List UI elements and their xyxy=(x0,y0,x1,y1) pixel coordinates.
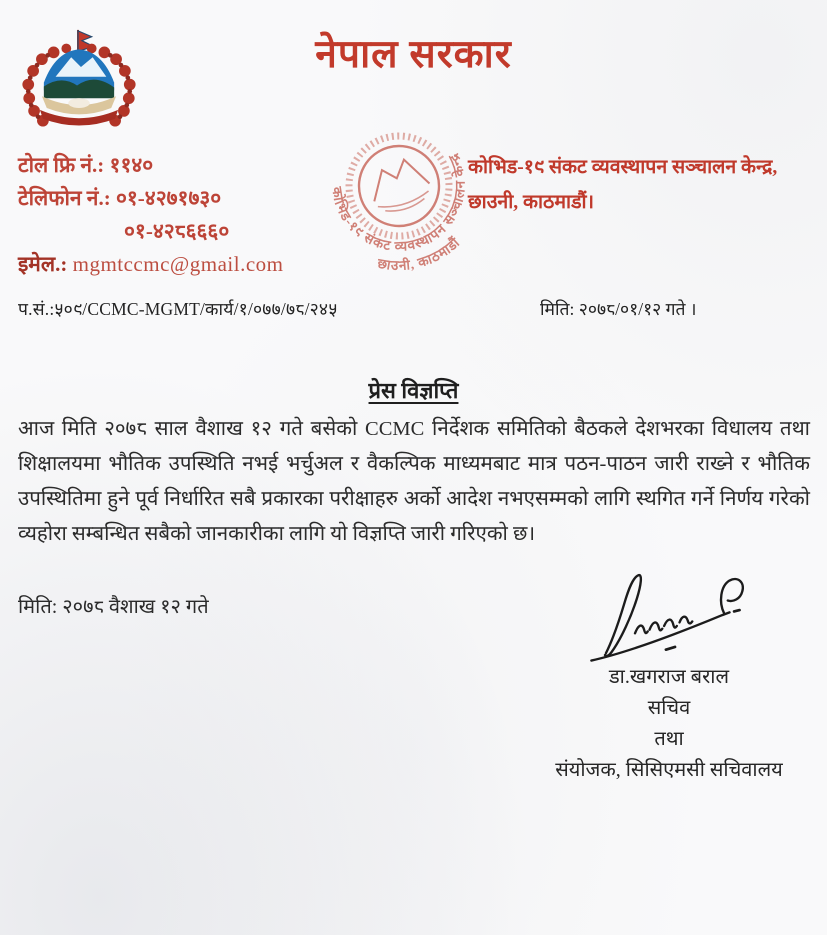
phone-number-1: ०१-४२७१७३० xyxy=(115,186,222,210)
press-release-paragraph: आज मिति २०७८ साल वैशाख १२ गते बसेको CCMC निर्देशक समितिको बैठकले देशभरका विधालय तथा शिक्षालयमा भौतिक उपस्थिति नभई भर्चुअल र वैकल्पिक माध्यमबाट मात्र पठन-पाठन जारी राख्ने र भौतिक उपस्थितिमा हुने पूर्व निर्धारित सबै प्रकारका परीक्षाहरु अर्को आदेश नभएसम्मको लागि स्थगित गर्ने निर्णय गरेको व्यहोरा सम्बन्धित सबैको जानकारीका लागि यो विज्ञप्ति जारी गरिएको छ। xyxy=(18,418,810,545)
signature-end-curl xyxy=(721,579,743,613)
signatory-role: संयोजक, सिसिएमसी सचिवालय xyxy=(555,759,783,781)
phone-number-2: ०१-४२८६६६० xyxy=(124,219,230,243)
press-release-heading: प्रेस विज्ञप्ति xyxy=(368,378,459,403)
tollfree-label: टोल फ्रि नं.: xyxy=(18,153,105,177)
signatory-block xyxy=(518,662,820,786)
signature-dots xyxy=(666,610,740,650)
email-label: इमेल.: xyxy=(18,252,68,276)
signatory-conjunction: तथा xyxy=(654,728,684,750)
handwritten-signature xyxy=(576,566,754,666)
reference-date: मिति: २०७८/०१/१२ गते । xyxy=(540,299,697,319)
office-name-line2: छाउनी, काठमाडौं। xyxy=(468,192,594,213)
seal-water-lines xyxy=(378,191,432,216)
phone-label: टेलिफोन नं.: xyxy=(18,186,111,210)
office-name-line1: कोभिड-१९ संकट व्यवस्थापन सञ्चालन केन्द्र, xyxy=(468,157,778,178)
reference-number: प.सं.:५०९/CCMC-MGMT/कार्य/१/०७७/७८/२४५ xyxy=(18,299,338,319)
tollfree-number: ११४० xyxy=(109,153,154,177)
seal-ring-text: कोभिड-१९ संकट व्यवस्थापन सञ्चालन केन्द्र xyxy=(329,150,468,254)
signatory-name: डा.खगराज बराल xyxy=(608,666,730,688)
seal-mountain-shape xyxy=(365,155,430,202)
government-title: नेपाल सरकार xyxy=(315,33,512,76)
phone-line xyxy=(18,182,283,215)
contact-block xyxy=(18,149,283,281)
handshake-shape xyxy=(68,98,89,108)
email-address: mgmtccmc@gmail.com xyxy=(72,252,284,276)
letter-date: मिति: २०७८ वैशाख १२ गते xyxy=(18,596,209,618)
tollfree-line xyxy=(18,149,283,182)
signature-tall-loop xyxy=(605,575,641,656)
svg-text:कोभिड-१९ संकट व्यवस्थापन सञ्चा xyxy=(327,149,484,270)
office-name-block xyxy=(468,150,820,220)
email-line xyxy=(18,248,283,281)
seal-bottom-text: छाउनी, काठमाडौं xyxy=(376,234,463,274)
signatory-position: सचिव xyxy=(647,697,691,719)
